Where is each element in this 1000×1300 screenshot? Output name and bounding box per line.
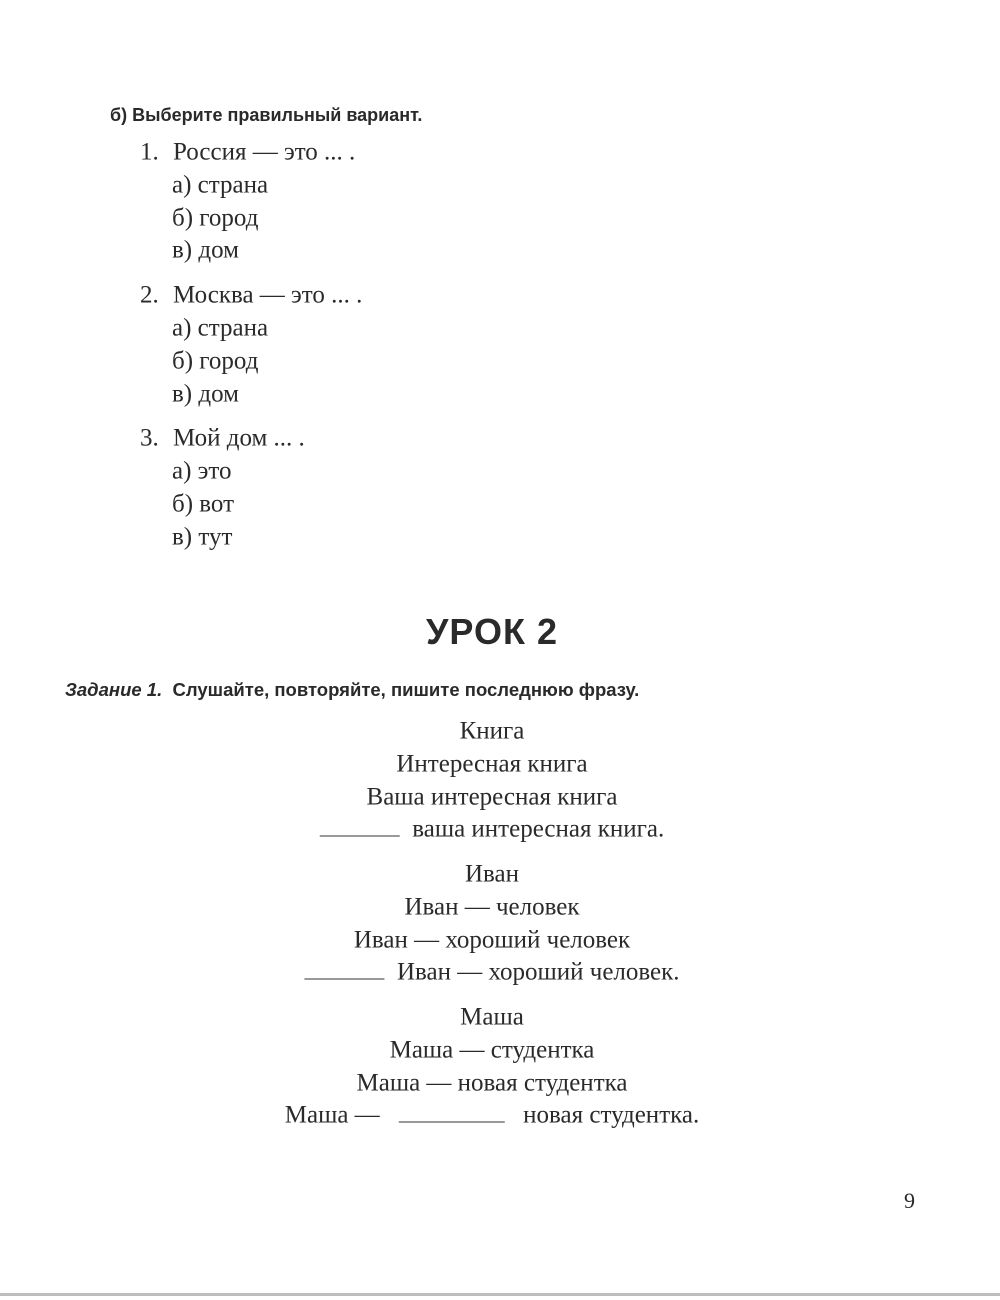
task-heading — [65, 678, 640, 700]
task-text: Слушайте, повторяйте, пишите последнюю фразу. — [172, 678, 640, 700]
question-text: Россия — это ... . — [173, 138, 356, 166]
answer-option: в) дом — [172, 236, 239, 264]
answer-option: а) это — [172, 457, 232, 485]
question-number: 2. — [140, 281, 159, 309]
question-number: 1. — [140, 138, 159, 166]
answer-option: а) страна — [172, 314, 269, 342]
phrase-line: Интересная книга — [396, 750, 588, 778]
phrase-line: Иван — хороший человек — [353, 926, 631, 954]
answer-option: в) дом — [172, 380, 239, 408]
answer-option: а) страна — [172, 171, 269, 199]
fill-in-line — [304, 960, 679, 985]
answer-option: б) город — [172, 204, 259, 232]
phrase-line: Иван — человек — [404, 893, 580, 921]
phrase-line: Маша — [460, 1003, 524, 1031]
phrase-line: Иван — [464, 860, 520, 888]
fill-in-line — [285, 1103, 699, 1128]
phrase-text: ваша интересная книга. — [412, 815, 665, 843]
section-instruction: б) Выберите правильный вариант. — [110, 105, 423, 125]
phrase-text: новая студентка. — [523, 1101, 700, 1129]
answer-option: в) тут — [172, 523, 233, 551]
page-bottom-divider — [0, 1293, 1000, 1296]
phrase-line: Книга — [459, 717, 525, 745]
question-number: 3. — [140, 424, 159, 452]
phrase-text: Маша — — [284, 1101, 380, 1129]
answer-blank[interactable] — [320, 835, 400, 837]
answer-option: б) вот — [172, 490, 235, 518]
page-number: 9 — [904, 1188, 915, 1213]
answer-blank[interactable] — [398, 1121, 504, 1123]
phrase-text: Иван — хороший человек. — [396, 958, 680, 986]
answer-blank[interactable] — [304, 978, 384, 980]
phrase-line: Маша — новая студентка — [356, 1069, 628, 1097]
question-text: Мой дом ... . — [173, 424, 305, 452]
fill-in-line — [320, 817, 665, 842]
lesson-title: УРОК 2 — [426, 611, 558, 652]
task-label: Задание 1. — [65, 678, 163, 700]
answer-option: б) город — [172, 347, 259, 375]
question-text: Москва — это ... . — [173, 281, 363, 309]
phrase-line: Маша — студентка — [389, 1036, 595, 1064]
phrase-line: Ваша интересная книга — [366, 783, 618, 811]
